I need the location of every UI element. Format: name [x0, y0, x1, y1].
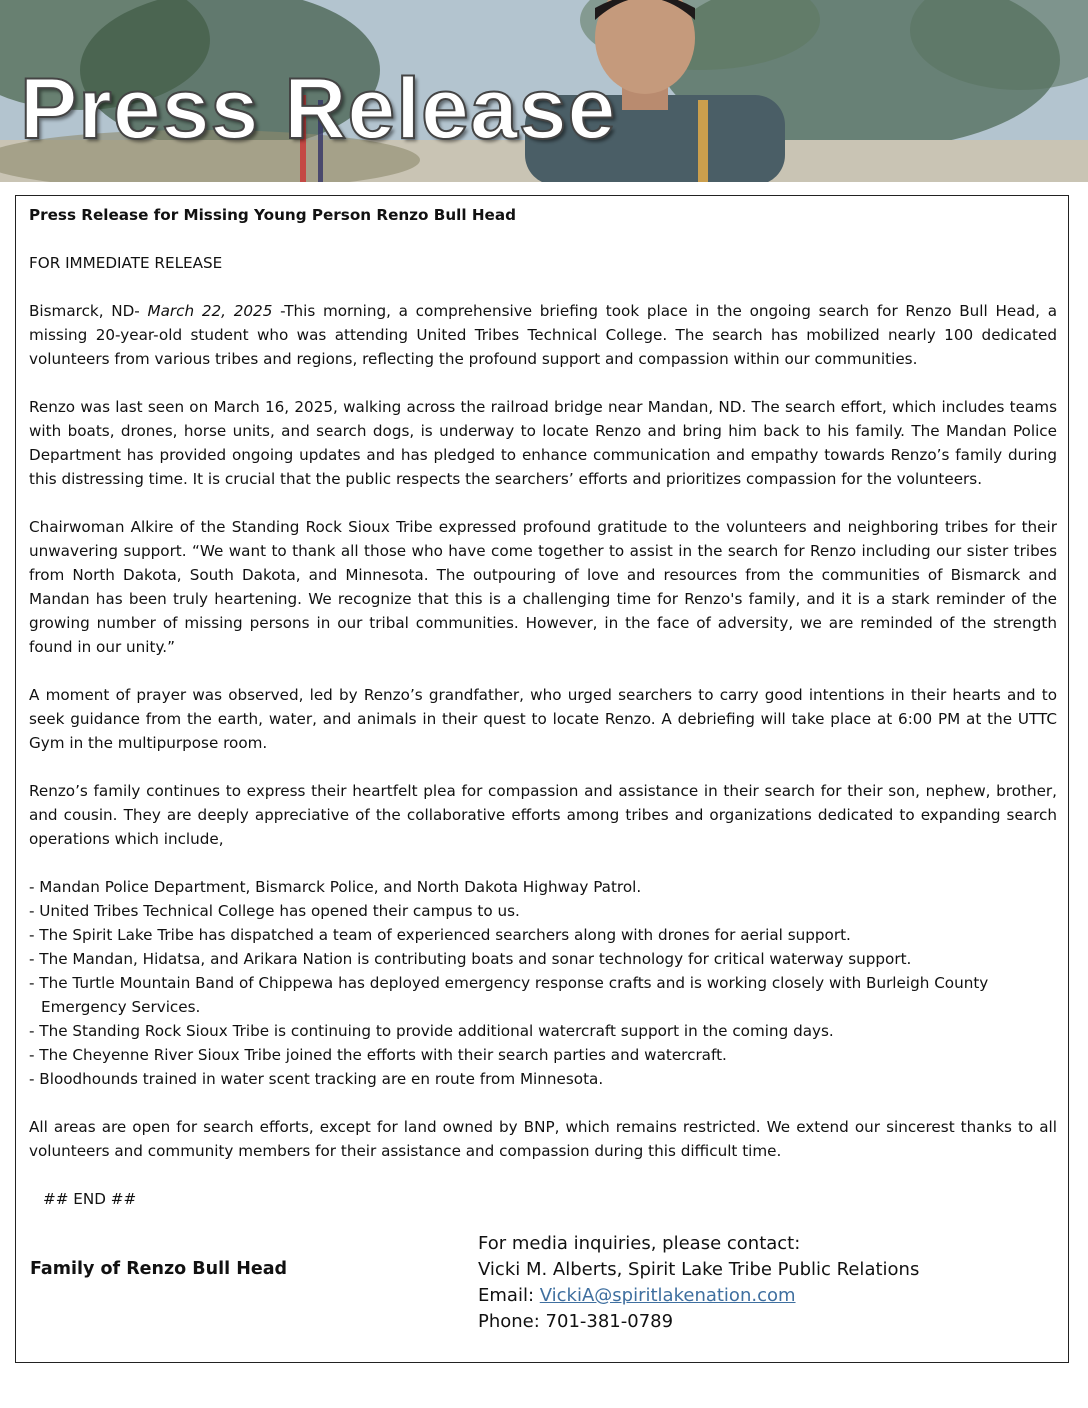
list-item: - The Spirit Lake Tribe has dispatched a team of experienced searchers along with drones for aerial support.	[29, 926, 851, 944]
paragraph-family-plea: Renzo’s family continues to express their heartfelt plea for compassion and assistance in their search for their son, nephew, brother, and cousin. They are deeply appreciative of the collaborative efforts among tribes and organizations dedicated to expanding search operations which include,	[29, 782, 1057, 848]
list-item: - The Standing Rock Sioux Tribe is continuing to provide additional watercraft support in the coming days.	[29, 1022, 834, 1040]
list-item: - Bloodhounds trained in water scent tracking are en route from Minnesota.	[29, 1070, 604, 1088]
support-list	[29, 875, 1057, 1091]
document-heading: Press Release for Missing Young Person Renzo Bull Head	[29, 206, 516, 224]
email-link[interactable]: VickiA@spiritlakenation.com	[539, 1285, 796, 1306]
media-contact	[478, 1231, 919, 1335]
list-item: - The Cheyenne River Sioux Tribe joined the efforts with their search parties and watercraft.	[29, 1046, 727, 1064]
banner-title: Press Release	[20, 61, 617, 157]
contact-email-line	[478, 1283, 919, 1309]
list-item: - The Turtle Mountain Band of Chippewa has deployed emergency response crafts and is working closely with Burleigh County Emergency Services.	[29, 974, 989, 1016]
family-signature: Family of Renzo Bull Head	[30, 1259, 288, 1279]
press-release-banner	[0, 0, 1088, 182]
paragraph-chairwoman-quote: Chairwoman Alkire of the Standing Rock Sioux Tribe expressed profound gratitude to the volunteers and neighboring tribes for their unwavering support. “We want to thank all those who have come together to assist in the search for Renzo including our sister tribes from North Dakota, South Dakota, and Minnesota. The outpouring of love and resources from the communities of Bismarck and Mandan has been truly heartening. We recognize that this is a challenging time for Renzo's family, and it is a stark reminder of the growing number of missing persons in our tribal communities. However, in the face of adversity, we are reminded of the strength found in our unity.”	[29, 518, 1057, 656]
email-label: Email:	[478, 1285, 540, 1306]
press-release-body	[29, 203, 1057, 1235]
dateline-paragraph	[29, 299, 1057, 371]
paragraph-prayer: A moment of prayer was observed, led by Renzo’s grandfather, who urged searchers to carry good intentions in their hearts and to seek guidance from the earth, water, and animals in their quest to locate Renzo. A debriefing will take place at 6:00 PM at the UTTC Gym in the multipurpose room.	[29, 686, 1057, 752]
paragraph-last-seen: Renzo was last seen on March 16, 2025, walking across the railroad bridge near Mandan, ND. The search effort, which includes teams with boats, drones, horse units, and search dogs, is underway to locate Renzo and bring him back to his family. The Mandan Police Department has provided ongoing updates and has pledged to enhance communication and empathy towards Renzo’s family during this distressing time. It is crucial that the public respects the searchers’ efforts and prioritizes compassion for the volunteers.	[29, 398, 1057, 488]
list-item: - Mandan Police Department, Bismarck Police, and North Dakota Highway Patrol.	[29, 878, 642, 896]
dateline-date: March 22, 2025	[147, 302, 273, 320]
dateline-location: Bismarck, ND-	[29, 302, 148, 320]
release-line: FOR IMMEDIATE RELEASE	[29, 254, 223, 272]
dateline-text: -This morning, a comprehensive briefing took place in the ongoing search for Renzo Bull Head, a missing 20-year-old student who was attending United Tribes Technical College. The search has mobilized nearly 100 dedicated volunteers from various tribes and regions, reflecting the profound support and compassion within our communities.	[29, 302, 1057, 368]
end-marker: ## END ##	[43, 1190, 137, 1208]
paragraph-closing: All areas are open for search efforts, except for land owned by BNP, which remains restricted. We extend our sincerest thanks to all volunteers and community members for their assistance and compassion during this difficult time.	[29, 1118, 1057, 1160]
footer	[0, 1231, 1088, 1341]
list-item: - The Mandan, Hidatsa, and Arikara Nation is contributing boats and sonar technology for critical waterway support.	[29, 950, 912, 968]
contact-phone: Phone: 701-381-0789	[478, 1311, 674, 1332]
contact-intro: For media inquiries, please contact:	[478, 1233, 801, 1254]
list-item: - United Tribes Technical College has opened their campus to us.	[29, 902, 520, 920]
contact-name: Vicki M. Alberts, Spirit Lake Tribe Public Relations	[478, 1259, 920, 1280]
